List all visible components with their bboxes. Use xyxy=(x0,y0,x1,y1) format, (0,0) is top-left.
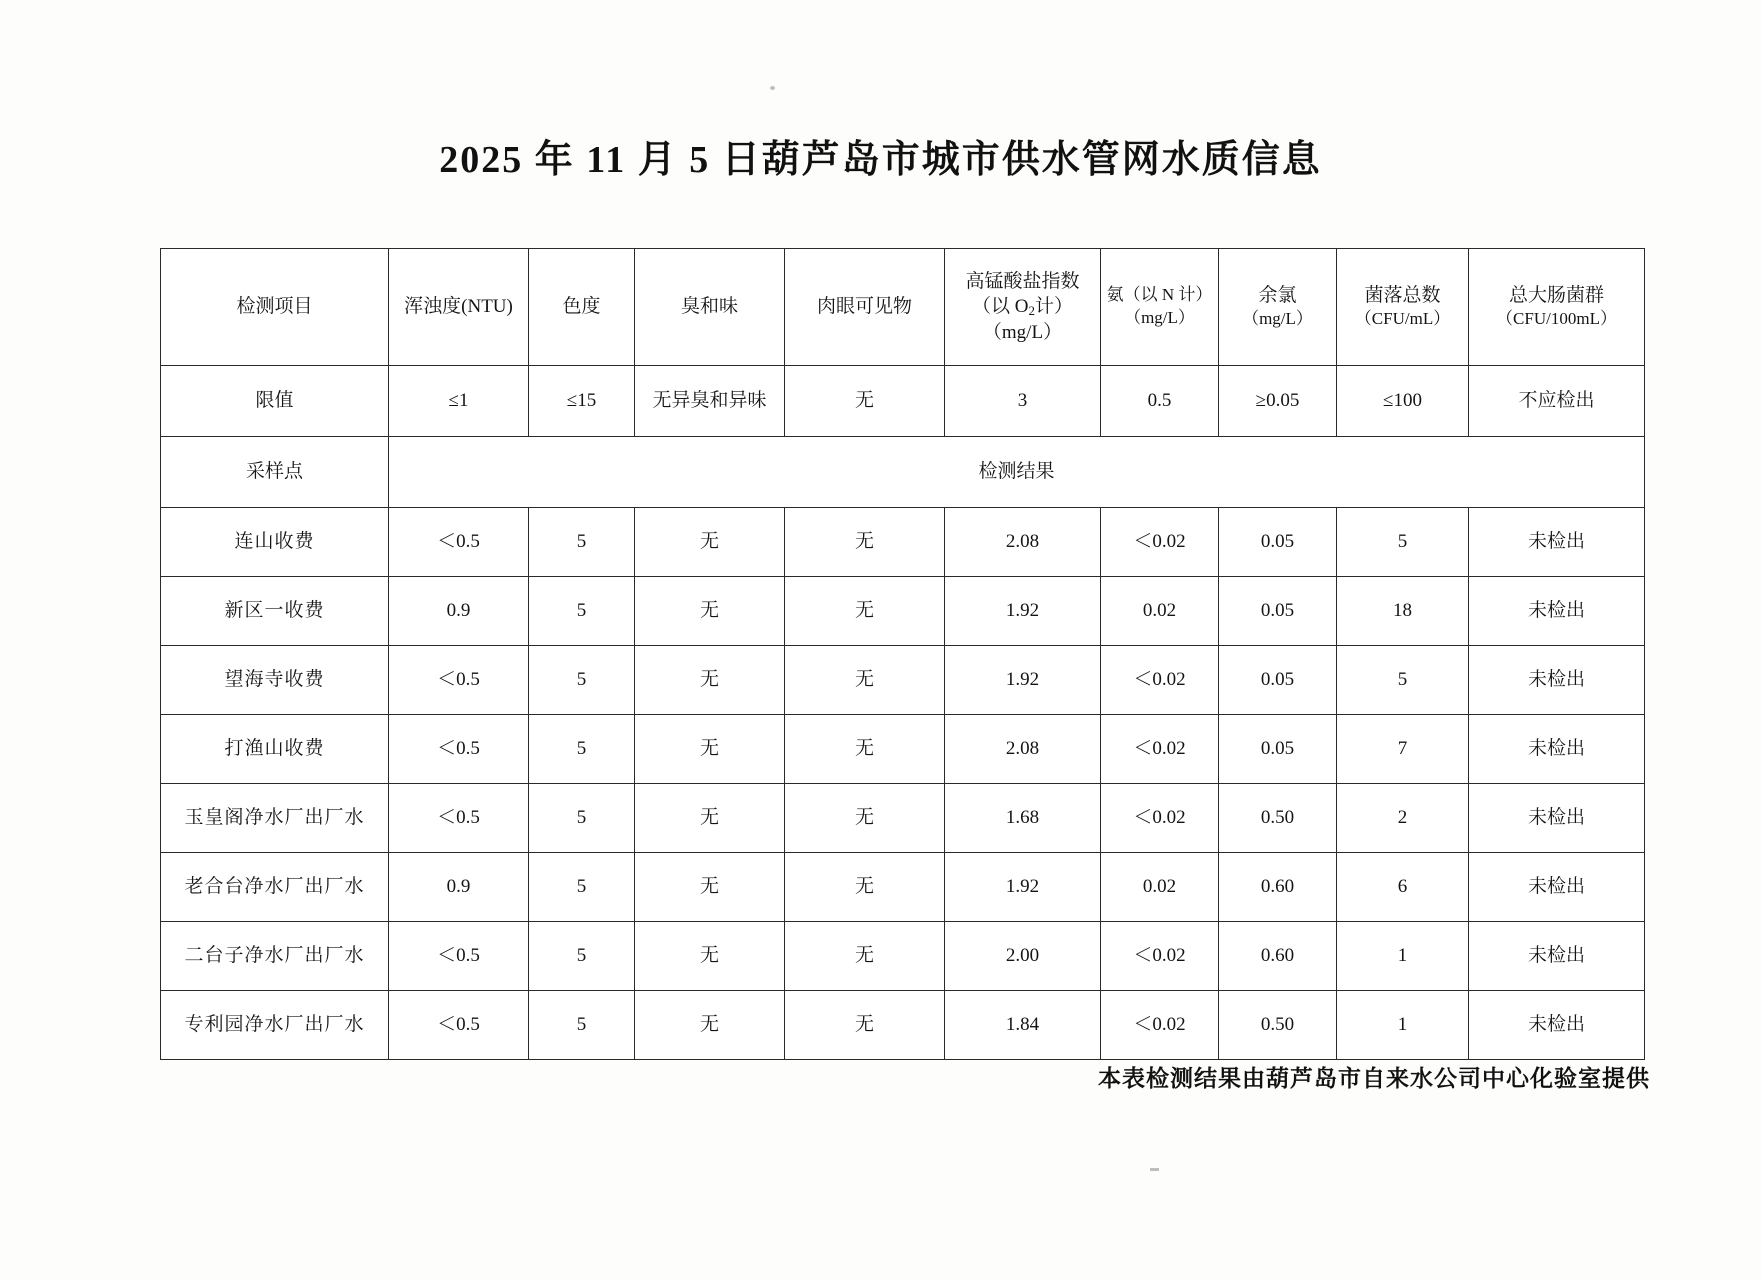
header-permanganate-index xyxy=(945,249,1101,366)
water-quality-table-wrap xyxy=(160,248,1617,1060)
page-title: 2025 年 11 月 5 日葫芦岛市城市供水管网水质信息 xyxy=(439,139,1322,181)
cell-chlorine: 0.50 xyxy=(1219,784,1337,853)
sample-point-label: 采样点 xyxy=(161,437,389,508)
row-site-name: 连山收费 xyxy=(161,508,389,577)
cell-coliform: 未检出 xyxy=(1469,853,1645,922)
header-colony-line1: 菌落总数 xyxy=(1364,284,1441,306)
cell-chlorine: 0.05 xyxy=(1219,715,1337,784)
table-header-row xyxy=(161,249,1645,366)
cell-ammonia: ＜0.02 xyxy=(1101,784,1219,853)
header-chlorine-line1: 余氯 xyxy=(1258,284,1297,306)
limit-label: 限值 xyxy=(161,366,389,437)
cell-odor: 无 xyxy=(635,784,785,853)
limit-odor: 无异臭和异味 xyxy=(635,366,785,437)
cell-colony: 2 xyxy=(1337,784,1469,853)
cell-odor: 无 xyxy=(635,853,785,922)
header-permanganate-line2 xyxy=(947,294,1098,320)
table-row xyxy=(161,853,1645,922)
cell-chlorine: 0.05 xyxy=(1219,646,1337,715)
header-ammonia xyxy=(1101,249,1219,366)
cell-visible-matter: 无 xyxy=(785,508,945,577)
header-coliform-line1: 总大肠菌群 xyxy=(1508,284,1604,306)
row-site-name: 专利园净水厂出厂水 xyxy=(161,991,389,1060)
limit-visible-matter: 无 xyxy=(785,366,945,437)
cell-turbidity: ＜0.5 xyxy=(389,784,529,853)
cell-ammonia: ＜0.02 xyxy=(1101,922,1219,991)
cell-permanganate: 1.92 xyxy=(945,577,1101,646)
cell-coliform: 未检出 xyxy=(1469,508,1645,577)
row-site-name: 望海寺收费 xyxy=(161,646,389,715)
cell-visible-matter: 无 xyxy=(785,646,945,715)
header-permanganate-line1: 高锰酸盐指数 xyxy=(965,270,1080,292)
cell-ammonia: 0.02 xyxy=(1101,853,1219,922)
header-permanganate-line3: （mg/L） xyxy=(982,321,1063,343)
header-total-coliform xyxy=(1469,249,1645,366)
limit-turbidity: ≤1 xyxy=(389,366,529,437)
header-ammonia-line2: （mg/L） xyxy=(1124,308,1195,327)
table-row xyxy=(161,991,1645,1060)
table-row xyxy=(161,577,1645,646)
cell-chroma: 5 xyxy=(529,922,635,991)
header-residual-chlorine xyxy=(1219,249,1337,366)
row-site-name: 老合台净水厂出厂水 xyxy=(161,853,389,922)
cell-chroma: 5 xyxy=(529,784,635,853)
table-row xyxy=(161,646,1645,715)
cell-coliform: 未检出 xyxy=(1469,922,1645,991)
cell-ammonia: 0.02 xyxy=(1101,577,1219,646)
table-row xyxy=(161,922,1645,991)
cell-chlorine: 0.50 xyxy=(1219,991,1337,1060)
table-row xyxy=(161,715,1645,784)
cell-turbidity: ＜0.5 xyxy=(389,646,529,715)
cell-ammonia: ＜0.02 xyxy=(1101,508,1219,577)
cell-visible-matter: 无 xyxy=(785,577,945,646)
cell-colony: 1 xyxy=(1337,922,1469,991)
limit-chlorine: ≥0.05 xyxy=(1219,366,1337,437)
header-chroma: 色度 xyxy=(529,249,635,366)
cell-colony: 18 xyxy=(1337,577,1469,646)
header-permanganate-line2-post: 计） xyxy=(1034,296,1073,318)
header-permanganate-line2-pre: （以 O xyxy=(972,296,1029,318)
header-colony-count xyxy=(1337,249,1469,366)
cell-odor: 无 xyxy=(635,646,785,715)
scan-speck xyxy=(1150,1168,1159,1171)
cell-coliform: 未检出 xyxy=(1469,577,1645,646)
limit-chroma: ≤15 xyxy=(529,366,635,437)
cell-permanganate: 1.92 xyxy=(945,646,1101,715)
cell-turbidity: ＜0.5 xyxy=(389,991,529,1060)
cell-odor: 无 xyxy=(635,577,785,646)
cell-chlorine: 0.60 xyxy=(1219,853,1337,922)
cell-turbidity: ＜0.5 xyxy=(389,508,529,577)
header-colony-line2: （CFU/mL） xyxy=(1354,309,1451,329)
header-coliform-line2: （CFU/100mL） xyxy=(1496,309,1617,329)
cell-ammonia: ＜0.02 xyxy=(1101,646,1219,715)
cell-coliform: 未检出 xyxy=(1469,991,1645,1060)
cell-colony: 6 xyxy=(1337,853,1469,922)
cell-visible-matter: 无 xyxy=(785,784,945,853)
cell-coliform: 未检出 xyxy=(1469,784,1645,853)
cell-odor: 无 xyxy=(635,991,785,1060)
header-odor: 臭和味 xyxy=(635,249,785,366)
cell-coliform: 未检出 xyxy=(1469,646,1645,715)
cell-visible-matter: 无 xyxy=(785,922,945,991)
cell-chroma: 5 xyxy=(529,508,635,577)
cell-permanganate: 2.08 xyxy=(945,508,1101,577)
cell-permanganate: 1.68 xyxy=(945,784,1101,853)
cell-odor: 无 xyxy=(635,715,785,784)
limit-ammonia: 0.5 xyxy=(1101,366,1219,437)
limit-colony: ≤100 xyxy=(1337,366,1469,437)
row-site-name: 新区一收费 xyxy=(161,577,389,646)
cell-turbidity: 0.9 xyxy=(389,853,529,922)
cell-chlorine: 0.05 xyxy=(1219,577,1337,646)
cell-visible-matter: 无 xyxy=(785,853,945,922)
table-row xyxy=(161,508,1645,577)
cell-chroma: 5 xyxy=(529,715,635,784)
limit-row xyxy=(161,366,1645,437)
cell-chlorine: 0.60 xyxy=(1219,922,1337,991)
limit-coliform: 不应检出 xyxy=(1469,366,1645,437)
cell-ammonia: ＜0.02 xyxy=(1101,715,1219,784)
row-site-name: 二台子净水厂出厂水 xyxy=(161,922,389,991)
header-permanganate-sub: 2 xyxy=(1028,303,1035,319)
cell-colony: 5 xyxy=(1337,508,1469,577)
cell-turbidity: 0.9 xyxy=(389,577,529,646)
cell-odor: 无 xyxy=(635,922,785,991)
cell-turbidity: ＜0.5 xyxy=(389,715,529,784)
result-header: 检测结果 xyxy=(389,437,1645,508)
cell-permanganate: 1.84 xyxy=(945,991,1101,1060)
header-ammonia-line1: 氨（以 N 计） xyxy=(1106,285,1213,305)
cell-ammonia: ＜0.02 xyxy=(1101,991,1219,1060)
header-turbidity: 浑浊度(NTU) xyxy=(389,249,529,366)
cell-chroma: 5 xyxy=(529,991,635,1060)
cell-colony: 7 xyxy=(1337,715,1469,784)
limit-permanganate: 3 xyxy=(945,366,1101,437)
cell-permanganate: 2.00 xyxy=(945,922,1101,991)
header-item: 检测项目 xyxy=(161,249,389,366)
cell-colony: 5 xyxy=(1337,646,1469,715)
water-quality-table xyxy=(160,248,1645,1060)
cell-visible-matter: 无 xyxy=(785,715,945,784)
cell-chroma: 5 xyxy=(529,646,635,715)
header-chlorine-line2: （mg/L） xyxy=(1242,309,1313,329)
cell-coliform: 未检出 xyxy=(1469,715,1645,784)
cell-permanganate: 2.08 xyxy=(945,715,1101,784)
row-site-name: 打渔山收费 xyxy=(161,715,389,784)
table-row xyxy=(161,784,1645,853)
cell-colony: 1 xyxy=(1337,991,1469,1060)
cell-chroma: 5 xyxy=(529,577,635,646)
sample-point-header-row xyxy=(161,437,1645,508)
header-visible-matter: 肉眼可见物 xyxy=(785,249,945,366)
row-site-name: 玉皇阁净水厂出厂水 xyxy=(161,784,389,853)
footnote: 本表检测结果由葫芦岛市自来水公司中心化验室提供 xyxy=(1098,1066,1650,1091)
scan-speck xyxy=(770,86,775,90)
cell-permanganate: 1.92 xyxy=(945,853,1101,922)
cell-chlorine: 0.05 xyxy=(1219,508,1337,577)
cell-visible-matter: 无 xyxy=(785,991,945,1060)
cell-turbidity: ＜0.5 xyxy=(389,922,529,991)
cell-chroma: 5 xyxy=(529,853,635,922)
cell-odor: 无 xyxy=(635,508,785,577)
